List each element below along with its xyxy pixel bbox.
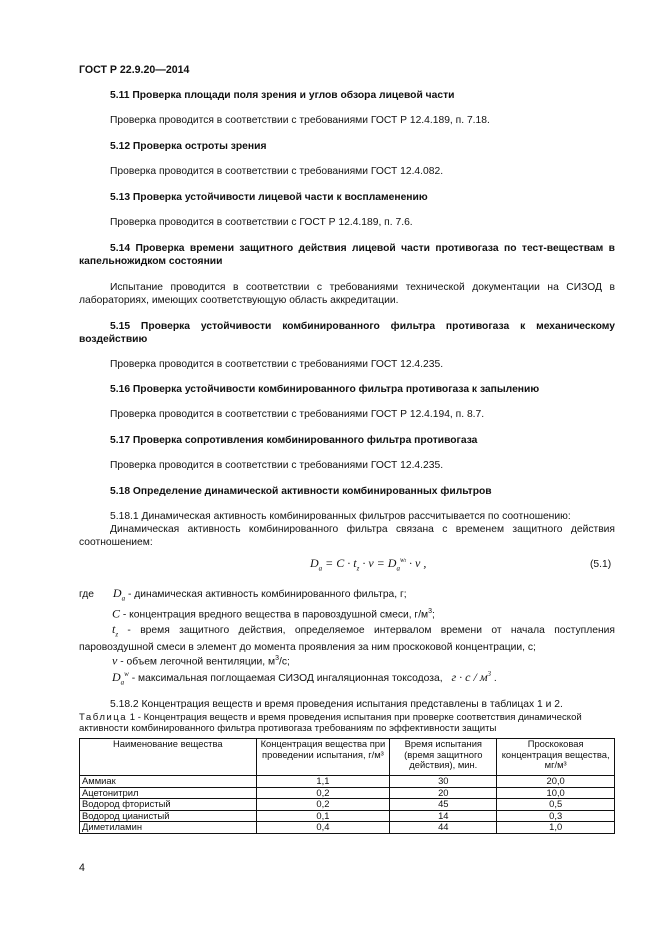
section-5-11-text: Проверка проводится в соответствии с требованиями ГОСТ Р 12.4.189, п. 7.18.	[110, 115, 490, 126]
definition-da-text: - динамическая активность комбинированного фильтра, г;	[127, 589, 407, 600]
column-header-breakthrough: Проскоковая концентрация вещества, мг/м³	[497, 739, 615, 776]
document-header: ГОСТ Р 22.9.20—2014	[79, 64, 190, 76]
section-5-18-dynamic-activity-text: Динамическая активность комбинированного фильтра связана с временем защитного действия соотношением:	[79, 524, 615, 548]
cell-test-time: 44	[390, 822, 497, 834]
cell-test-time: 20	[390, 787, 497, 799]
definition-t-text: - время защитного действия, определяемое интервалом времени от начала поступления паровоздушной смеси в элемент до момента проявления за ним проскоковой концентрации, с;	[79, 625, 615, 654]
table-1-caption	[79, 712, 615, 734]
cell-substance: Водород фтористый	[80, 799, 257, 811]
cell-concentration: 0,2	[256, 799, 390, 811]
column-header-test-time: Время испытания (время защитного действия), мин.	[390, 739, 497, 776]
symbol-v: v	[112, 653, 118, 668]
section-5-14-title: 5.14 Проверка времени защитного действия лицевой части противогаза по тест-веществам в капельножидком состоянии	[79, 243, 615, 267]
definition-c: C - концентрация вредного вещества в паровоздушной смеси, $г/м^3$;	[112, 606, 435, 621]
cell-concentration: 0,1	[256, 810, 390, 822]
table-row	[80, 776, 615, 788]
cell-substance: Водород цианистый	[80, 810, 257, 822]
section-5-16-title: 5.16 Проверка устойчивости комбинированного фильтра противогаза к запылению	[110, 384, 540, 395]
section-5-17-title: 5.17 Проверка сопротивления комбинированного фильтра противогаза	[110, 435, 478, 446]
cell-breakthrough: 0,5	[497, 799, 615, 811]
section-5-18-1-text: 5.18.1 Динамическая активность комбинированных фильтров рассчитывается по соотношению:	[110, 511, 571, 522]
definition-da	[79, 587, 615, 605]
where-label: где	[79, 589, 95, 600]
cell-concentration: 0,4	[256, 822, 390, 834]
symbol-dw: $D_a^w$	[112, 670, 129, 687]
cell-breakthrough: 20,0	[497, 776, 615, 788]
symbol-da: $D_a$	[112, 586, 126, 603]
section-5-17-text: Проверка проводится в соответствии с требованиями ГОСТ 12.4.235.	[110, 460, 444, 471]
cell-substance: Диметиламин	[80, 822, 257, 834]
cell-substance: Аммиак	[80, 776, 257, 788]
table-1	[79, 738, 615, 834]
section-5-16-text: Проверка проводится в соответствии с требованиями ГОСТ Р 12.4.194, п. 8.7.	[110, 409, 485, 420]
section-5-11-title: 5.11 Проверка площади поля зрения и углов обзора лицевой части	[110, 90, 455, 101]
cell-substance: Ацетонитрил	[80, 787, 257, 799]
definition-t	[79, 623, 615, 654]
section-5-18-title: 5.18 Определение динамической активности комбинированных фильтров	[110, 486, 492, 497]
section-5-14-text: Испытание проводится в соответствии с требованиями технической документации на СИЗОД в лабораториях, имеющих соответствующую область аккредитации.	[79, 282, 615, 306]
equation-number: (5.1)	[590, 559, 612, 570]
symbol-c: C	[112, 606, 121, 621]
cell-test-time: 14	[390, 810, 497, 822]
section-5-12-title: 5.12 Проверка остроты зрения	[110, 141, 267, 152]
cell-concentration: 0,2	[256, 787, 390, 799]
table-caption-text: 1 - Концентрация веществ и время проведения испытания при проверке соответствия динамической активности комбинированного фильтра противогаза требованиям по эффективности защиты	[79, 712, 582, 734]
table-row	[80, 787, 615, 799]
section-5-13-text: Проверка проводится в соответствии с ГОСТ Р 12.4.189, п. 7.6.	[110, 217, 413, 228]
definition-v: v - объем легочной вентиляции, $м^3/с$;	[112, 653, 290, 668]
table-row	[80, 799, 615, 811]
symbol-t: $t_z$	[112, 622, 119, 639]
section-5-18-2-text: 5.18.2 Концентрация веществ и время проведения испытания представлены в таблицах 1 и 2.	[110, 699, 563, 710]
table-row	[80, 810, 615, 822]
column-header-concentration: Концентрация вещества при проведении испытания, г/м³	[256, 739, 390, 776]
table-header-row	[80, 739, 615, 776]
cell-breakthrough: 1,0	[497, 822, 615, 834]
cell-breakthrough: 0,3	[497, 810, 615, 822]
section-5-15-title: 5.15 Проверка устойчивости комбинированного фильтра противогаза к механическому воздействию	[79, 321, 615, 345]
section-5-13-title: 5.13 Проверка устойчивости лицевой части к воспламенению	[110, 192, 428, 203]
definition-c-text: - концентрация вредного вещества в паровоздушной смеси, г/м	[122, 609, 429, 621]
definition-v-text: - объем легочной вентиляции, м	[120, 656, 276, 668]
cell-breakthrough: 10,0	[497, 787, 615, 799]
definition-dw: $D_a^w$ - максимальная поглощаемая СИЗОД ингаляционная токсодоза, $г \cdot с / м^3$ .	[112, 670, 497, 687]
cell-test-time: 45	[390, 799, 497, 811]
page-number: 4	[79, 862, 85, 874]
table-row	[80, 822, 615, 834]
formula-5-1: $D_a = C \cdot t_z \cdot v = D_a^{wt} \cdot v$ ,	[310, 556, 427, 573]
table-caption-label: Таблица	[79, 712, 128, 723]
definition-v-unit: /с;	[278, 656, 290, 668]
cell-test-time: 30	[390, 776, 497, 788]
section-5-12-text: Проверка проводится в соответствии с требованиями ГОСТ 12.4.082.	[110, 166, 444, 177]
column-header-substance: Наименование вещества	[80, 739, 257, 776]
toxodose-unit: $г \cdot с / м^3$	[451, 670, 491, 684]
definition-dw-text: - максимальная поглощаемая СИЗОД ингаляционная токсодоза,	[131, 673, 443, 684]
section-5-15-text: Проверка проводится в соответствии с требованиями ГОСТ 12.4.235.	[110, 359, 444, 370]
cell-concentration: 1,1	[256, 776, 390, 788]
